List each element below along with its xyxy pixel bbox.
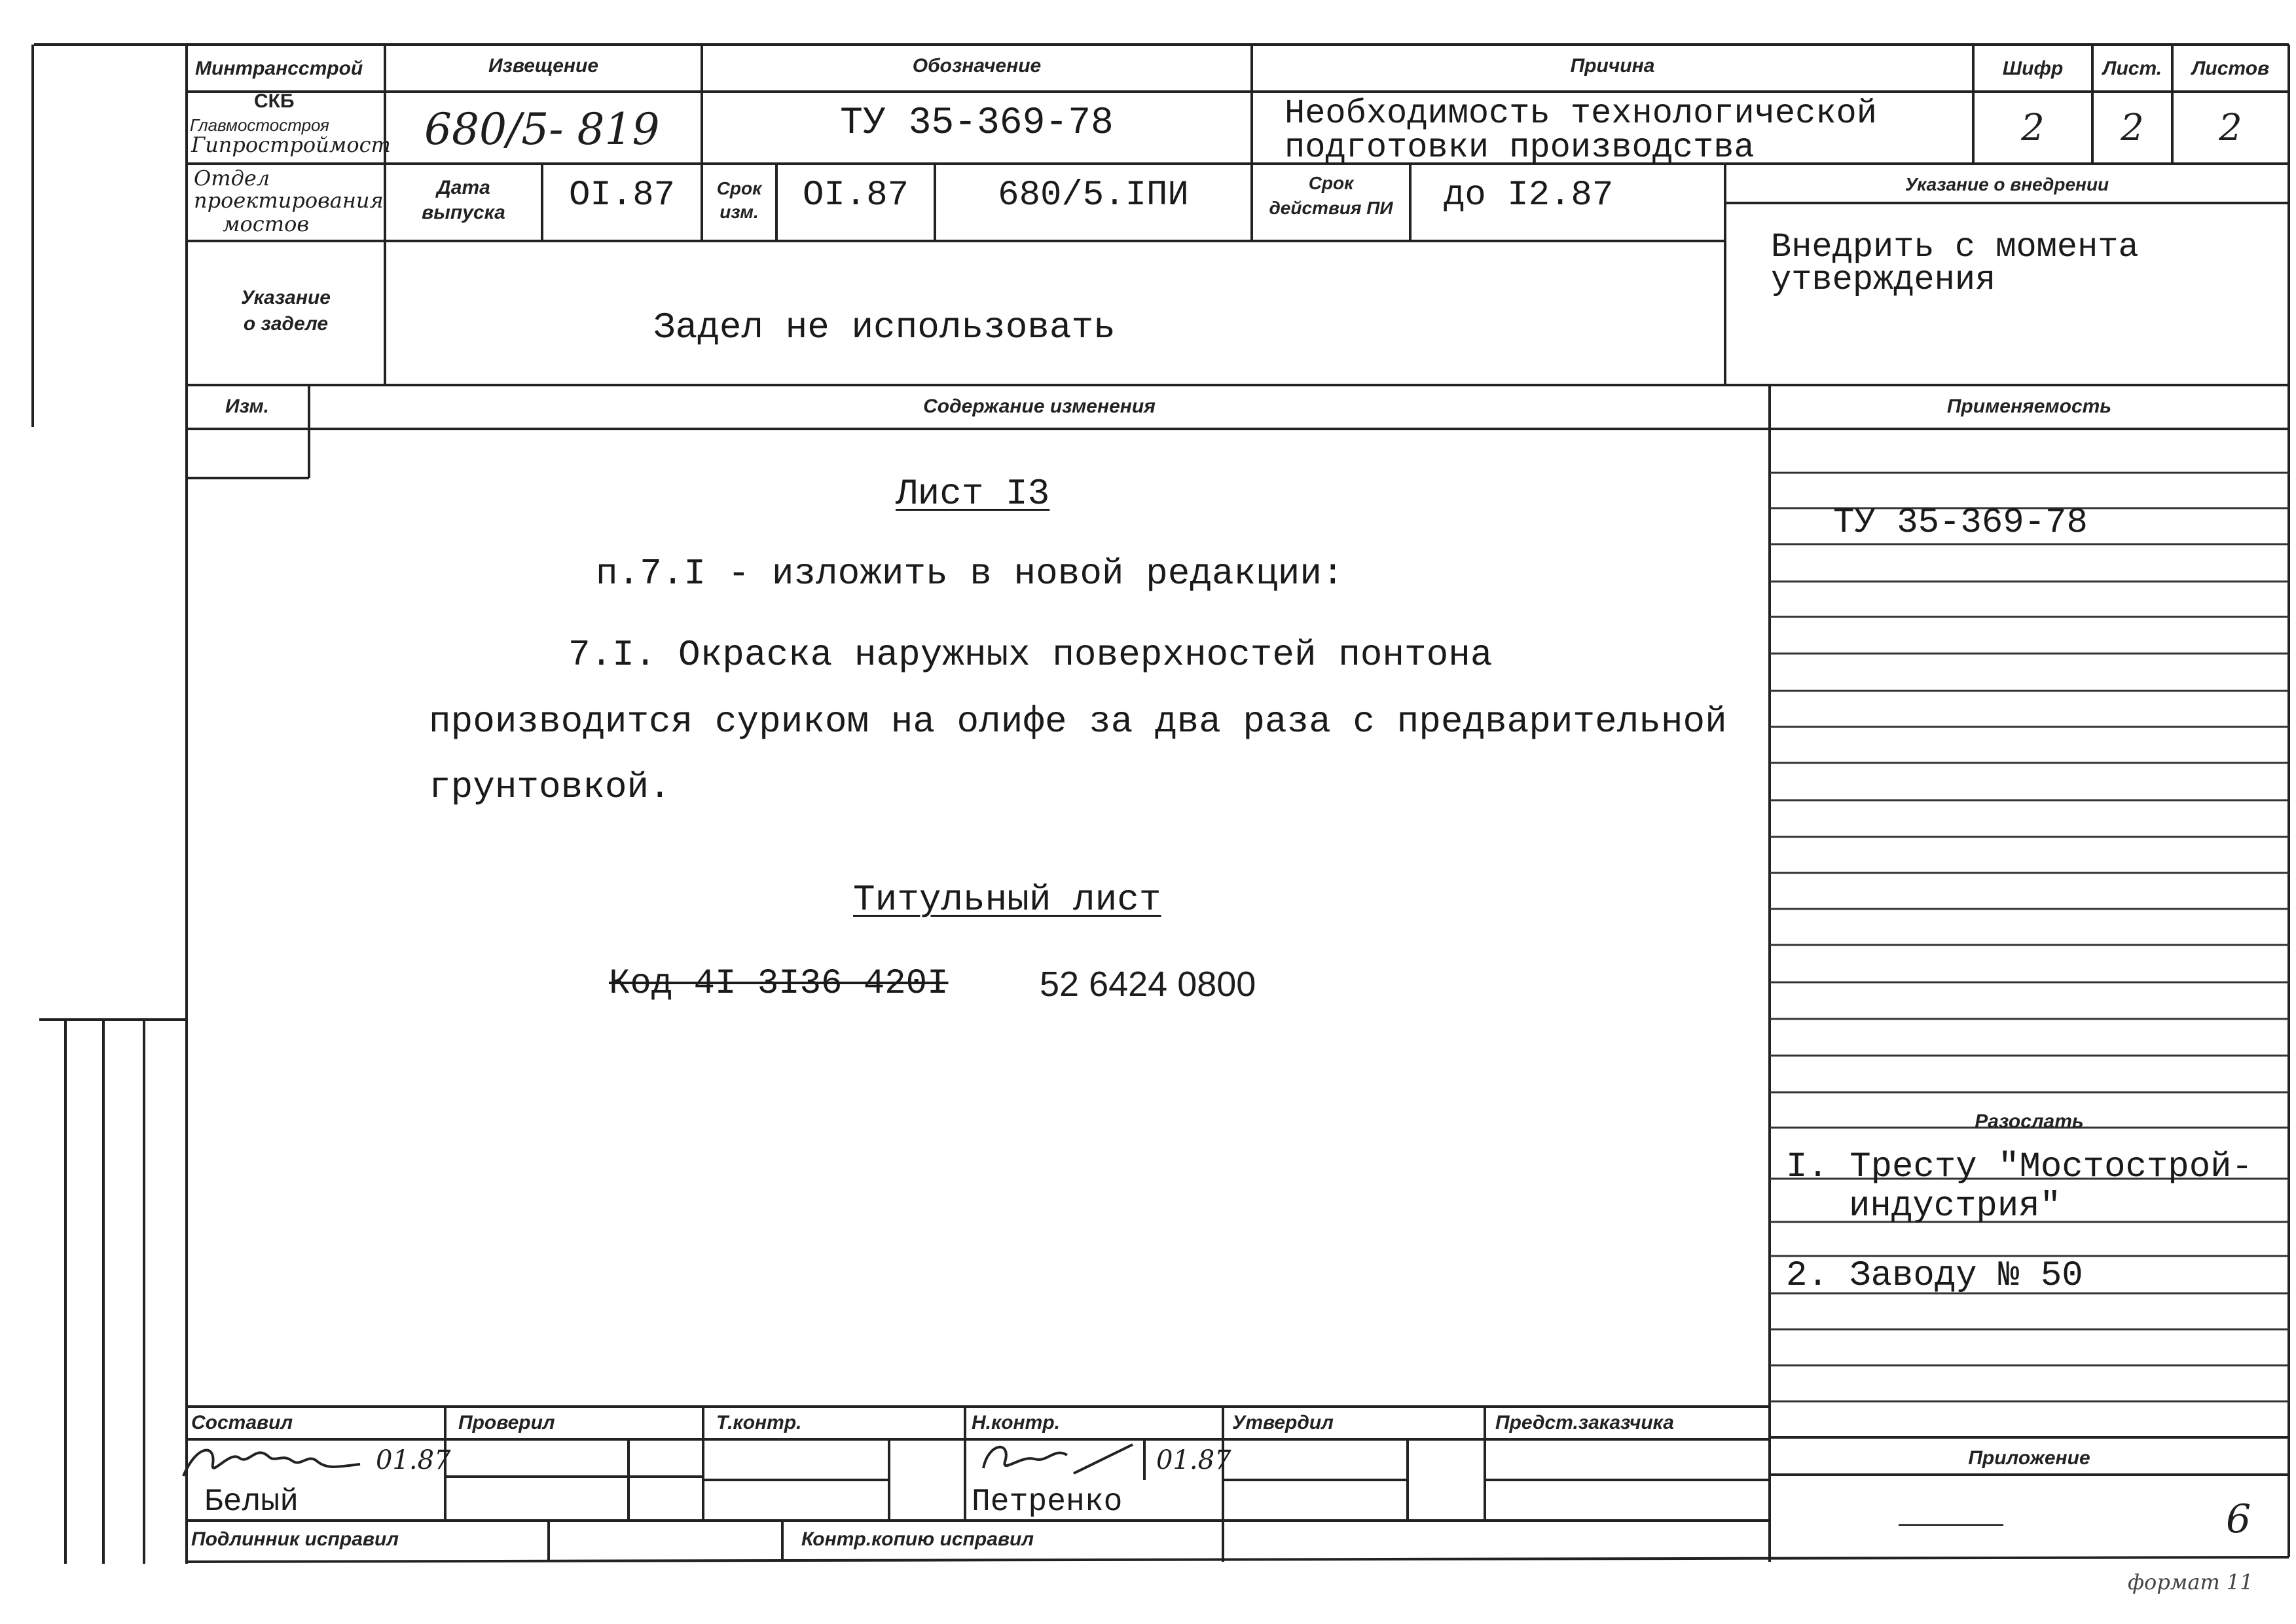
ref-value: 680/5.IПИ (998, 175, 1189, 215)
code-value: 2 (2021, 107, 2045, 149)
content-label: Содержание изменения (923, 396, 1156, 417)
reason-value-2: подготовки производства (1285, 128, 1755, 167)
control-copy-label: Контр.копию исправил (801, 1528, 1034, 1550)
customer-rep-label: Предст.заказчика (1495, 1412, 1674, 1433)
implementation-value-2: утверждения (1771, 261, 1996, 299)
new-code: 52 6424 0800 (1040, 965, 1256, 1004)
validity-value: до I2.87 (1444, 175, 1614, 215)
sheet-value: 2 (2121, 107, 2144, 149)
sheets-value: 2 (2219, 107, 2242, 149)
reason-label: Причина (1570, 55, 1655, 77)
org-label: Минтрансстрой (195, 58, 363, 79)
implementation-label: Указание о внедрении (1904, 174, 2109, 194)
issue-date-label-2: выпуска (422, 202, 505, 223)
distribution-item-1b: индустрия" (1849, 1187, 2062, 1227)
designation-label: Обозначение (912, 55, 1042, 77)
content-line-2: 7.I. Окраска наружных поверхностей понтона (568, 634, 1493, 676)
dept-label-1: Отдел (194, 166, 270, 191)
appendix-dash: ———— (1899, 1509, 2003, 1538)
backlog-value: Задел не использовать (653, 306, 1116, 348)
validity-label-1: Срок (1308, 173, 1354, 193)
tech-control-label: Т.контр. (716, 1412, 802, 1433)
issue-date-label-1: Дата (437, 177, 490, 198)
notice-value: 680/5- 819 (424, 104, 660, 155)
content-line-1: п.7.I - изложить в новой редакции: (596, 553, 1344, 595)
distribution-item-2: 2. Заводу № 50 (1786, 1256, 2083, 1296)
dept-label-2: проектирования (194, 188, 384, 213)
distribution-label: Разослать (1975, 1111, 2084, 1132)
distribution-item-1a: I. Тресту "Мостострой- (1786, 1147, 2253, 1187)
old-code-struck: Код 4I 3I36 420I (609, 964, 949, 1004)
compiled-date: 01.87 (376, 1445, 451, 1475)
org-name: Главмостостроя (190, 115, 329, 135)
implementation-value-1: Внедрить с момента (1771, 228, 2139, 267)
norm-control-signature (975, 1435, 1139, 1481)
designation-value: ТУ 35-369-78 (840, 102, 1114, 145)
appendix-label: Приложение (1968, 1447, 2090, 1469)
change-term-label-1: Срок (716, 178, 762, 198)
org-sub: СКБ (254, 90, 295, 112)
code-label: Шифр (2002, 58, 2064, 79)
original-fixed-label: Подлинник исправил (191, 1528, 399, 1550)
page-number: 6 (2226, 1496, 2251, 1542)
compiled-label: Составил (191, 1412, 293, 1433)
dept-label-3: мостов (223, 212, 309, 236)
applicability-label: Применяемость (1946, 396, 2112, 417)
norm-control-date: 01.87 (1156, 1445, 1231, 1475)
norm-control-name: Петренко (972, 1485, 1123, 1520)
notice-label: Извещение (488, 55, 599, 77)
change-term-value: OI.87 (802, 175, 909, 215)
approved-label: Утвердил (1232, 1412, 1334, 1433)
validity-label-2: действия ПИ (1269, 198, 1393, 218)
content-line-4: грунтовкой. (429, 766, 671, 808)
backlog-label-2: о заделе (243, 313, 329, 335)
backlog-label-1: Указание (241, 287, 331, 308)
org-name-2: Гипростроймост (191, 132, 391, 157)
sheet-heading: Лист I3 (896, 473, 1050, 515)
issue-date-value: OI.87 (568, 175, 676, 215)
checked-label: Проверил (458, 1412, 555, 1433)
reason-value-1: Необходимость технологической (1285, 94, 1877, 133)
applicability-value: ТУ 35-369-78 (1833, 503, 2088, 543)
change-term-label-2: изм. (720, 202, 759, 222)
rev-label: Изм. (225, 396, 270, 417)
format-label: формат 11 (2128, 1570, 2253, 1595)
sheet-label: Лист. (2102, 58, 2162, 79)
sheets-label: Листов (2191, 58, 2270, 79)
compiled-signature (177, 1438, 367, 1486)
compiled-name: Белый (204, 1485, 299, 1520)
title-heading: Титульный лист (853, 879, 1161, 921)
norm-control-label: Н.контр. (972, 1412, 1060, 1433)
content-line-3: производится суриком на олифе за два раза с предварительной (429, 701, 1727, 743)
